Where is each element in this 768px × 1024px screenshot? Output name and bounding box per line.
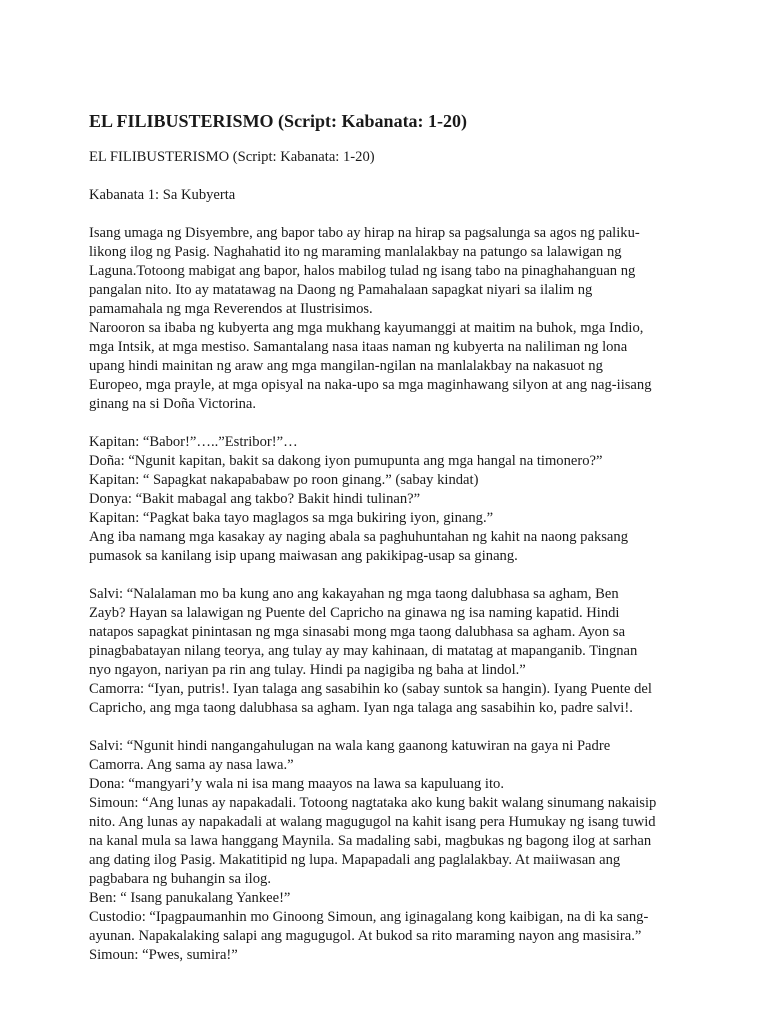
- document-subtitle: EL FILIBUSTERISMO (Script: Kabanata: 1-20): [89, 149, 375, 165]
- dialogue-line: Capricho, ang mga taong dalubhasa sa agham. Iyan nga talaga ang sasabihin ko, padre salvi!.: [89, 700, 633, 716]
- dialogue-line: Ang iba namang mga kasakay ay naging abala sa paghuhuntahan ng kahit na naong paksang: [89, 529, 628, 545]
- document-body: [89, 148, 689, 965]
- dialogue-line: ang dating ilog Pasig. Makatitipid ng lupa. Mapapadali ang paglalakbay. At maiiwasan ang: [89, 852, 621, 868]
- dialogue-line: pagbabara ng buhangin sa ilog.: [89, 871, 271, 887]
- text-line: Europeo, mga prayle, at mga opisyal na naka-upo sa mga maginhawang silyon at ang nag-iisang: [89, 377, 652, 393]
- dialogue-line: pumasok sa kanilang isip upang maiwasan ang pakikipag-usap sa ginang.: [89, 548, 518, 564]
- dialogue-line: Dona: “mangyari’y wala ni isa mang maayos na lawa sa kapuluang ito.: [89, 776, 504, 792]
- dialogue-line: Kapitan: “Pagkat baka tayo maglagos sa mga bukiring iyon, ginang.”: [89, 510, 494, 526]
- dialogue-block: [89, 585, 689, 718]
- dialogue-line: Camorra. Ang sama ay nasa lawa.”: [89, 757, 294, 773]
- dialogue-line: Doña: “Ngunit kapitan, bakit sa dakong iyon pumupunta ang mga hangal na timonero?”: [89, 453, 603, 469]
- text-line: Isang umaga ng Disyembre, ang bapor tabo ay hirap na hirap sa pagsalunga sa agos ng paliku-: [89, 225, 640, 241]
- dialogue-line: Camorra: “Iyan, putris!. Iyan talaga ang sasabihin ko (sabay suntok sa hangin). Iyang Puente del: [89, 681, 652, 697]
- dialogue-block: [89, 737, 689, 965]
- dialogue-line: Kapitan: “ Sapagkat nakapababaw po roon ginang.” (sabay kindat): [89, 472, 479, 488]
- dialogue-line: Salvi: “Nalalaman mo ba kung ano ang kakayahan ng mga taong dalubhasa sa agham, Ben: [89, 586, 619, 602]
- dialogue-line: Kapitan: “Babor!”…..”Estribor!”…: [89, 434, 298, 450]
- text-line: Narooron sa ibaba ng kubyerta ang mga mukhang kayumanggi at maitim na buhok, mga Indio,: [89, 320, 644, 336]
- dialogue-line: Ben: “ Isang panukalang Yankee!”: [89, 890, 291, 906]
- dialogue-line: Custodio: “Ipagpaumanhin mo Ginoong Simoun, ang iginagalang kong kaibigan, na di ka sang-: [89, 909, 649, 925]
- dialogue-line: Salvi: “Ngunit hindi nangangahulugan na wala kang gaanong katuwiran na gaya ni Padre: [89, 738, 611, 754]
- dialogue-line: Donya: “Bakit mabagal ang takbo? Bakit hindi tulinan?”: [89, 491, 421, 507]
- dialogue-line: nito. Ang lunas ay napakadali at walang magugugol na kahit isang pera Humukay ng isang tuwid: [89, 814, 656, 830]
- text-line: pamamahala ng mga Reverendos at Ilustrisimos.: [89, 301, 373, 317]
- dialogue-line: Simoun: “Ang lunas ay napakadali. Totoong nagtataka ako kung bakit walang sinumang nakaisip: [89, 795, 657, 811]
- dialogue-line: Zayb? Hayan sa lalawigan ng Puente del Capricho na ginawa ng isa naming kapatid. Hindi: [89, 605, 620, 621]
- chapter-heading: Kabanata 1: Sa Kubyerta: [89, 187, 236, 203]
- dialogue-line: na kanal mula sa lawa hanggang Maynila. Sa madaling sabi, magbukas ng bagong ilog at sarhan: [89, 833, 652, 849]
- text-line: Laguna.Totoong mabigat ang bapor, halos mabilog tulad ng isang tabo na pinaghahanguan ng: [89, 263, 636, 279]
- text-line: mga Intsik, at mga mestiso. Samantalang nasa itaas naman ng kubyerta na naliliman ng lona: [89, 339, 628, 355]
- dialogue-line: Simoun: “Pwes, sumira!”: [89, 947, 238, 963]
- document-title: EL FILIBUSTERISMO (Script: Kabanata: 1-20): [89, 111, 468, 131]
- text-line: pangalan nito. Ito ay matatawag na Daong ng Pamahalaan sapagkat niyari sa ilalim ng: [89, 282, 593, 298]
- text-line: ginang na si Doña Victorina.: [89, 396, 257, 412]
- dialogue-line: ayunan. Napakalaking salapi ang magugugol. At bukod sa rito maraming nayon ang masisira.”: [89, 928, 642, 944]
- narration-paragraph: [89, 224, 689, 414]
- text-line: likong ilog ng Pasig. Naghahatid ito ng maraming manlalakbay na patungo sa lalawigan ng: [89, 244, 622, 260]
- text-line: upang hindi mainitan ng araw ang mga mangilan-ngilan na manlalakbay na nakasuot ng: [89, 358, 603, 374]
- dialogue-line: pinagbabatayan nilang teorya, ang tulay ay may kahinaan, di matatag at mapanganib. Tingnan: [89, 643, 638, 659]
- dialogue-line: natapos sapagkat pinintasan ng mga sinasabi mong mga taong dalubhasa sa agham. Ayon sa: [89, 624, 626, 640]
- dialogue-line: nyo ngayon, nariyan pa rin ang tulay. Hindi pa nagigiba ng baha at lindol.”: [89, 662, 526, 678]
- dialogue-block: [89, 433, 689, 566]
